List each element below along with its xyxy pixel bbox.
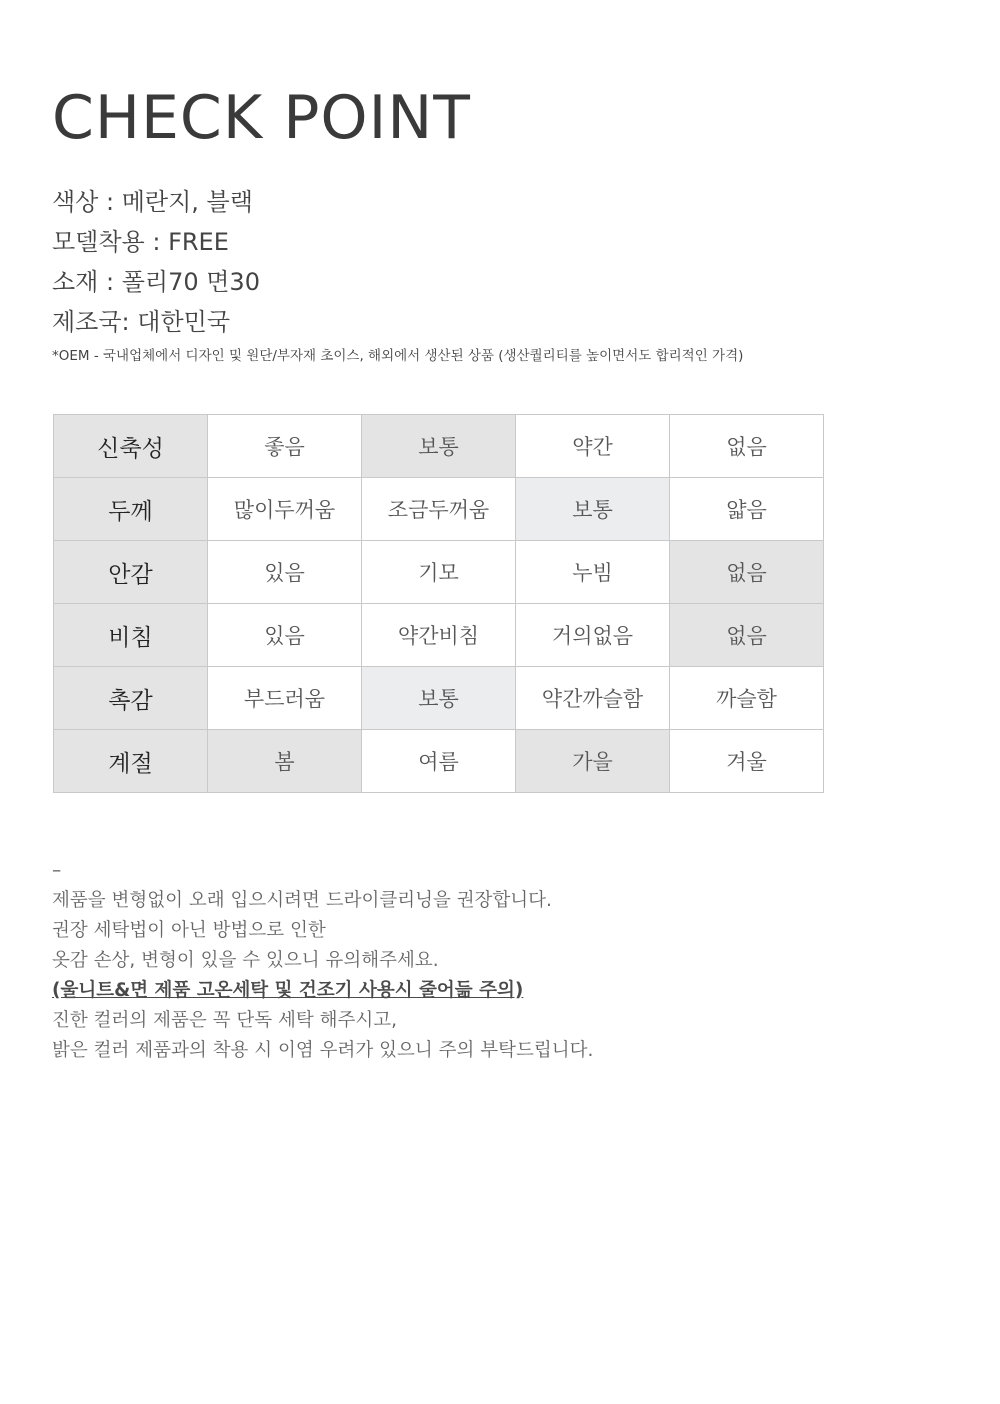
- row-label: 안감: [54, 541, 208, 604]
- table-cell: 까슬함: [670, 667, 824, 730]
- row-label: 신축성: [54, 415, 208, 478]
- table-cell-selected: 가을: [516, 730, 670, 793]
- spec-origin: 제조국: 대한민국: [52, 308, 231, 336]
- table-cell: 약간까슬함: [516, 667, 670, 730]
- oem-note: *OEM - 국내업체에서 디자인 및 원단/부자재 초이스, 해외에서 생산된 상품 (생산퀄리티를 높이면서도 합리적인 가격): [52, 348, 744, 364]
- care-line: 밝은 컬러 제품과의 착용 시 이염 우려가 있으니 주의 부탁드립니다.: [52, 1040, 594, 1061]
- row-label: 촉감: [54, 667, 208, 730]
- table-cell: 약간비침: [362, 604, 516, 667]
- table-cell: 좋음: [208, 415, 362, 478]
- table-row-season: [54, 730, 824, 793]
- care-line: 권장 세탁법이 아닌 방법으로 인한: [52, 920, 326, 941]
- spec-color: 색상 : 메란지, 블랙: [52, 188, 253, 216]
- table-cell: 없음: [670, 415, 824, 478]
- table-row-thickness: [54, 478, 824, 541]
- table-cell-selected: 봄: [208, 730, 362, 793]
- table-cell-selected: 없음: [670, 541, 824, 604]
- product-spec-list: [52, 182, 260, 342]
- spec-model-size: 모델착용 : FREE: [52, 228, 229, 256]
- care-warning: (울니트&면 제품 고온세탁 및 건조기 사용시 줄어듦 주의): [52, 980, 524, 1001]
- check-point-table: [53, 414, 824, 793]
- table-cell-selected: 보통: [362, 415, 516, 478]
- previous-section-cutoff: [52, 0, 952, 6]
- row-label: 계절: [54, 730, 208, 793]
- table-cell-selected: 보통: [516, 478, 670, 541]
- table-row-texture: [54, 667, 824, 730]
- row-label: 비침: [54, 604, 208, 667]
- spec-material: 소재 : 폴리70 면30: [52, 268, 260, 296]
- care-instructions: [52, 856, 593, 1066]
- table-cell: 얇음: [670, 478, 824, 541]
- table-cell: 약간: [516, 415, 670, 478]
- table-row-lining: [54, 541, 824, 604]
- table-cell-selected: 없음: [670, 604, 824, 667]
- table-cell: 있음: [208, 604, 362, 667]
- table-cell: 조금두꺼움: [362, 478, 516, 541]
- table-cell: 있음: [208, 541, 362, 604]
- table-row-stretch: [54, 415, 824, 478]
- row-label: 두께: [54, 478, 208, 541]
- table-cell: 부드러움: [208, 667, 362, 730]
- table-cell: 겨울: [670, 730, 824, 793]
- care-line: 진한 컬러의 제품은 꼭 단독 세탁 해주시고,: [52, 1010, 397, 1031]
- page-title: CHECK POINT: [52, 83, 471, 153]
- table-cell: 많이두꺼움: [208, 478, 362, 541]
- care-dash: –: [52, 860, 62, 881]
- table-cell: 누빔: [516, 541, 670, 604]
- table-row-sheerness: [54, 604, 824, 667]
- table-cell: 여름: [362, 730, 516, 793]
- table-cell: 거의없음: [516, 604, 670, 667]
- care-line: 제품을 변형없이 오래 입으시려면 드라이클리닝을 권장합니다.: [52, 890, 552, 911]
- table-cell-selected: 보통: [362, 667, 516, 730]
- care-line: 옷감 손상, 변형이 있을 수 있으니 유의해주세요.: [52, 950, 439, 971]
- table-cell: 기모: [362, 541, 516, 604]
